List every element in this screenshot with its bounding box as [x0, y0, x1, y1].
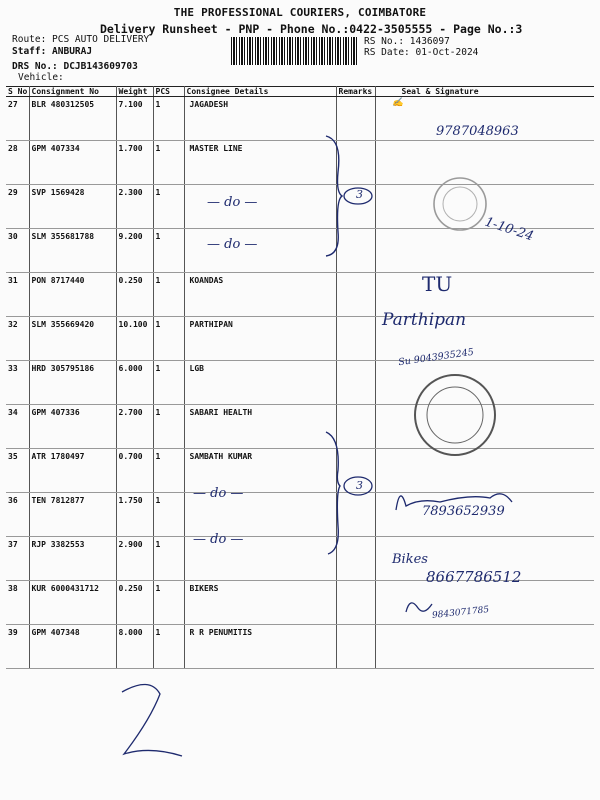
cell-consignee: JAGADESH [184, 97, 336, 141]
cell-sno: 37 [6, 537, 29, 581]
table-row [6, 317, 594, 361]
cell-consignee: BIKERS [184, 581, 336, 625]
cell-weight: 2.300 [116, 185, 153, 229]
cell-sno: 34 [6, 405, 29, 449]
cell-sno: 30 [6, 229, 29, 273]
cell-remarks [336, 361, 375, 405]
ditto-mark-36: — do — [193, 486, 244, 501]
cell-remarks [336, 273, 375, 317]
cell-sno: 29 [6, 185, 29, 229]
handwritten-date-30: 1-10-24 [482, 214, 536, 245]
handwritten-phone-4: 8667786512 [426, 568, 522, 586]
cell-weight: 10.100 [116, 317, 153, 361]
cell-remarks [336, 625, 375, 669]
cell-pcs: 1 [153, 361, 184, 405]
handwritten-phone-1: 9787048963 [436, 124, 519, 139]
cell-consignee: KOANDAS [184, 273, 336, 317]
cell-pcs: 1 [153, 537, 184, 581]
vehicle-label: Vehicle: [18, 72, 64, 83]
column-header-consignee: Consignee Details [184, 87, 336, 97]
signature-jagadesh: ✍ [392, 98, 404, 108]
cell-consignment: SVP 1569428 [29, 185, 116, 229]
column-header-weight: Weight [116, 87, 153, 97]
cell-pcs: 1 [153, 185, 184, 229]
cell-pcs: 1 [153, 581, 184, 625]
table-row [6, 273, 594, 317]
column-header-remarks: Remarks [336, 87, 375, 97]
cell-weight: 0.250 [116, 581, 153, 625]
handwritten-tu: TU [422, 272, 453, 296]
cell-consignee: PARTHIPAN [184, 317, 336, 361]
cell-pcs: 1 [153, 625, 184, 669]
column-header-pcs: PCS [153, 87, 184, 97]
cell-weight: 9.200 [116, 229, 153, 273]
cell-pcs: 1 [153, 229, 184, 273]
handwritten-phone-3: 7893652939 [422, 504, 505, 519]
table-row [6, 581, 594, 625]
cell-sno: 28 [6, 141, 29, 185]
company-title: THE PROFESSIONAL COURIERS, COIMBATORE [173, 6, 427, 19]
cell-consignment: SLM 355669420 [29, 317, 116, 361]
handwritten-count-group-1: 3 [356, 188, 363, 201]
handwritten-lgb: Su 9043935245 [397, 346, 475, 369]
cell-weight: 8.000 [116, 625, 153, 669]
cell-consignment: SLM 355681788 [29, 229, 116, 273]
barcode [231, 37, 359, 65]
cell-consignment: GPM 407334 [29, 141, 116, 185]
rs-number: RS No.: 1436097 [364, 36, 450, 47]
cell-consignment: RJP 3382553 [29, 537, 116, 581]
table-row [6, 625, 594, 669]
column-header-seal-signature: Seal & Signature [375, 87, 594, 97]
ditto-mark-30: — do — [207, 237, 258, 252]
cell-sno: 27 [6, 97, 29, 141]
table-row [6, 361, 594, 405]
cell-consignment: TEN 7812877 [29, 493, 116, 537]
cell-consignment: GPM 407348 [29, 625, 116, 669]
cell-sno: 35 [6, 449, 29, 493]
cell-seal-signature [375, 229, 594, 273]
table-row [6, 405, 594, 449]
table-header-row [6, 87, 594, 97]
handwritten-phone-5: 9843071785 [431, 605, 490, 621]
route-label: Route: PCS AUTO DELIVERY [12, 34, 150, 45]
cell-sno: 36 [6, 493, 29, 537]
cell-seal-signature [375, 625, 594, 669]
ditto-mark-37: — do — [193, 532, 244, 547]
cell-weight: 1.700 [116, 141, 153, 185]
cell-remarks [336, 581, 375, 625]
cell-consignment: KUR 6000431712 [29, 581, 116, 625]
seal-stamp-1 [430, 174, 492, 234]
handwritten-count-group-2: 3 [356, 479, 363, 492]
column-header-sno: S No [8, 87, 28, 96]
column-header-consignment: Consignment No [29, 87, 116, 97]
cell-pcs: 1 [153, 493, 184, 537]
cell-pcs: 1 [153, 405, 184, 449]
staff-label: Staff: ANBURAJ [12, 46, 93, 57]
cell-weight: 2.700 [116, 405, 153, 449]
drs-number: DRS No.: DCJB143609703 [12, 61, 138, 72]
cell-weight: 6.000 [116, 361, 153, 405]
cell-sno: 38 [6, 581, 29, 625]
cell-consignment: BLR 480312505 [29, 97, 116, 141]
cell-pcs: 1 [153, 273, 184, 317]
cell-pcs: 1 [153, 317, 184, 361]
cell-consignee: MASTER LINE [184, 141, 336, 185]
bracket-group-2 [318, 430, 378, 560]
cell-consignee: SAMBATH KUMAR [184, 449, 336, 493]
cell-consignment: ATR 1780497 [29, 449, 116, 493]
seal-stamp-2 [410, 370, 500, 460]
cell-sno: 32 [6, 317, 29, 361]
cell-weight: 7.100 [116, 97, 153, 141]
cell-pcs: 1 [153, 97, 184, 141]
cell-weight: 2.900 [116, 537, 153, 581]
ditto-mark-29: — do — [207, 195, 258, 210]
runsheet-subtitle: Delivery Runsheet - PNP - Phone No.:0422-3505555 - Page No.:3 [100, 22, 523, 36]
handwritten-parthipan: Parthipan [382, 310, 467, 330]
cell-consignment: GPM 407336 [29, 405, 116, 449]
cell-consignee: R R PENUMITIS [184, 625, 336, 669]
rs-date: RS Date: 01-Oct-2024 [364, 47, 479, 58]
table-row [6, 141, 594, 185]
bracket-group-1 [318, 132, 378, 262]
cell-consignee: LGB [184, 361, 336, 405]
cell-sno: 31 [6, 273, 29, 317]
cell-pcs: 1 [153, 449, 184, 493]
cell-pcs: 1 [153, 141, 184, 185]
handwritten-bikes: Bikes [392, 552, 428, 567]
cell-sno: 39 [6, 625, 29, 669]
cell-sno: 33 [6, 361, 29, 405]
cell-weight: 0.700 [116, 449, 153, 493]
cell-weight: 0.250 [116, 273, 153, 317]
cell-consignee: SABARI HEALTH [184, 405, 336, 449]
cell-weight: 1.750 [116, 493, 153, 537]
cell-consignment: PON 8717440 [29, 273, 116, 317]
cell-remarks [336, 317, 375, 361]
handwritten-bottom-mark [110, 676, 190, 766]
cell-consignment: HRD 305795186 [29, 361, 116, 405]
